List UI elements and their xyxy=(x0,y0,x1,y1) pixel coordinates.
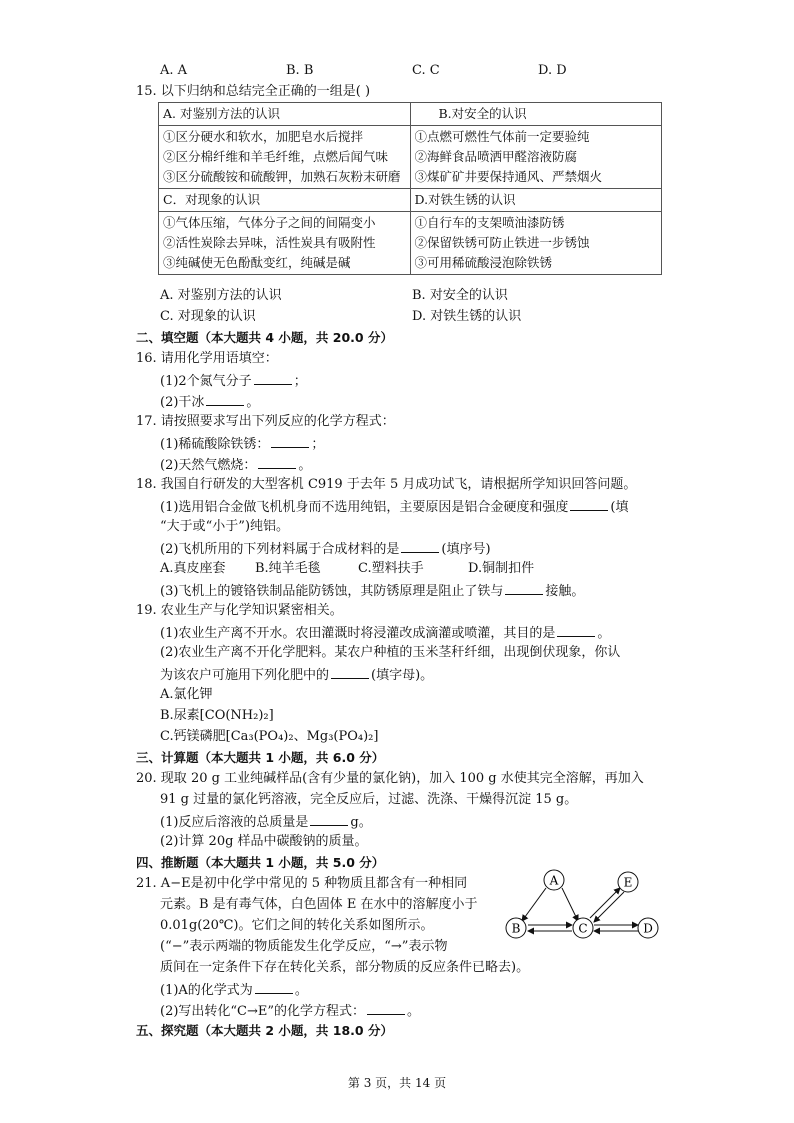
node-d xyxy=(638,918,658,938)
node-b xyxy=(506,918,526,938)
answer-blank[interactable] xyxy=(254,371,292,385)
q18-text: (填 xyxy=(610,500,629,515)
q18-text: (填序号) xyxy=(441,542,491,557)
q21-line-7: (2)写出转化“C→E”的化学方程式： 。 xyxy=(160,1001,420,1021)
q21-line-3: 0.01g(20℃)。它们之间的转化关系如图所示。 xyxy=(160,918,434,933)
q17-line-1: (1)稀硫酸除铁锈： ； xyxy=(160,434,324,454)
q21-relation-diagram xyxy=(498,866,664,948)
section-heading-calculation: 三、计算题（本大题共 1 小题，共 6.0 分） xyxy=(136,750,385,765)
node-c-label: C xyxy=(578,921,588,936)
q16-text: (2)干冰 xyxy=(160,395,205,410)
q21-text: (2)写出转化“C→E”的化学方程式： xyxy=(160,1004,366,1019)
q15-cell-b-head: B.对安全的认识 xyxy=(410,103,662,126)
q18-line-1 xyxy=(160,497,629,517)
q14-option-c: C. C xyxy=(412,63,440,78)
q15-c-item: ③纯碱使无色酚酞变红，纯碱是碱 xyxy=(163,255,351,270)
q19-line-1: (1)农业生产离不开水。农田灌溉时将浸灌改成滴灌或喷灌，其目的是 。 xyxy=(160,623,610,643)
edge-a-to-b xyxy=(522,888,546,921)
q15-d-item: ③可用稀硫酸浸泡除铁锈 xyxy=(414,255,553,270)
q14-option-a: A. A xyxy=(160,63,188,78)
q19-text: 为该农户可施用下列化肥中的 xyxy=(160,668,330,683)
q16-line-2: (2)干冰 。 xyxy=(160,392,259,412)
node-b-label: B xyxy=(511,921,521,936)
q17-line-2: (2)天然气燃烧： 。 xyxy=(160,455,311,475)
q18-option-a: A.真皮座套 xyxy=(160,561,226,576)
q15-cell-c-items xyxy=(159,212,411,275)
q18-text: (3)飞机上的镀铬铁制品能防锈蚀，其防锈原理是阻止了铁与 xyxy=(160,584,504,599)
q19-option-c: C.钙镁磷肥[Ca₃(PO₄)₂、Mg₃(PO₄)₂] xyxy=(160,729,379,744)
q15-d-item: ①自行车的支架喷油漆防锈 xyxy=(414,215,565,230)
q21-line-6: (1)A的化学式为 。 xyxy=(160,980,308,1000)
section-heading-inference: 四、推断题（本大题共 1 小题，共 5.0 分） xyxy=(136,855,385,870)
q18-line-1-cont: “大于或“小于”)纯铝。 xyxy=(160,519,290,534)
q15-b-item: ③煤矿矿井要保持通风、严禁烟火 xyxy=(414,169,603,184)
edge-a-to-c xyxy=(562,888,578,921)
q18-line-2 xyxy=(160,539,491,559)
q15-a-item: ③区分硫酸铵和硫酸钾，加熟石灰粉末研磨 xyxy=(163,169,401,184)
answer-blank[interactable] xyxy=(401,539,439,553)
q15-a-item: ①区分硬水和软水，加肥皂水后搅拌 xyxy=(163,129,364,144)
q15-option-d: D. 对铁生锈的认识 xyxy=(412,309,522,324)
q19-text: (1)农业生产离不开水。农田灌溉时将浸灌改成滴灌或喷灌，其目的是 xyxy=(160,626,556,641)
q15-table xyxy=(158,102,662,275)
q20-text: g。 xyxy=(350,815,372,830)
answer-blank[interactable] xyxy=(206,392,244,406)
q15-c-item: ②活性炭除去异味，活性炭具有吸附性 xyxy=(163,235,376,250)
q20-text: (1)反应后溶液的总质量是 xyxy=(160,815,309,830)
page-footer: 第 3 页，共 14 页 xyxy=(347,1076,447,1090)
q16-stem: 16. 请用化学用语填空： xyxy=(136,351,278,366)
node-a xyxy=(544,870,564,890)
q21-line-4: (“−”表示两端的物质能发生化学反应，“→”表示物 xyxy=(160,939,448,954)
q17-text: (2)天然气燃烧： xyxy=(160,458,257,473)
edge-e-to-c xyxy=(594,892,624,922)
node-d-label: D xyxy=(643,921,653,936)
q20-line-3 xyxy=(160,812,372,832)
q15-cell-a-head: A. 对鉴别方法的认识 xyxy=(159,103,411,126)
answer-blank[interactable] xyxy=(570,497,608,511)
q15-cell-b-items xyxy=(410,126,662,189)
node-e xyxy=(618,872,638,892)
node-a-label: A xyxy=(549,873,559,888)
q15-cell-d-items xyxy=(410,212,662,275)
q17-text: (1)稀硫酸除铁锈： xyxy=(160,437,270,452)
q15-stem: 15. 以下归纳和总结完全正确的一组是( ) xyxy=(136,84,371,99)
answer-blank[interactable] xyxy=(258,455,296,469)
q19-text: (填字母)。 xyxy=(371,668,434,683)
q21-line-5: 质间在一定条件下存在转化关系，部分物质的反应条件已略去)。 xyxy=(160,960,530,975)
q21-line-2: 元素。B 是有毒气体，白色固体 E 在水中的溶解度小于 xyxy=(160,897,478,912)
q14-option-d: D. D xyxy=(538,63,567,78)
q21-line-1: 21. A−E是初中化学中常见的 5 种物质且都含有一种相同 xyxy=(136,876,468,891)
q18-text: (1)选用铝合金做飞机机身而不选用纯铝，主要原因是铝合金硬度和强度 xyxy=(160,500,569,515)
q15-b-item: ①点燃可燃性气体前一定要验纯 xyxy=(414,129,590,144)
answer-blank[interactable] xyxy=(255,980,293,994)
node-c xyxy=(573,918,593,938)
q18-line-3 xyxy=(160,581,584,601)
answer-blank[interactable] xyxy=(271,434,309,448)
q15-cell-c-head: C．对现象的认识 xyxy=(159,189,411,212)
q18-option-b: B.纯羊毛毯 xyxy=(255,561,321,576)
q18-text: (2)飞机所用的下列材料属于合成材料的是 xyxy=(160,542,400,557)
q15-cell-a-items xyxy=(159,126,411,189)
q17-stem: 17. 请按照要求写出下列反应的化学方程式： xyxy=(136,414,395,429)
q20-line-4: (2)计算 20g 样品中碳酸钠的质量。 xyxy=(160,834,368,849)
q15-c-item: ①气体压缩，气体分子之间的间隔变小 xyxy=(163,215,376,230)
q19-option-a: A.氯化钾 xyxy=(160,687,213,702)
q15-b-item: ②海鲜食品喷洒甲醛溶液防腐 xyxy=(414,149,578,164)
answer-blank[interactable] xyxy=(331,665,369,679)
answer-blank[interactable] xyxy=(505,581,543,595)
section-heading-fill-in: 二、填空题（本大题共 4 小题，共 20.0 分） xyxy=(136,330,393,345)
section-heading-inquiry: 五、探究题（本大题共 2 小题，共 18.0 分） xyxy=(136,1023,393,1038)
q20-line-2: 91 g 过量的氯化钙溶液，完全反应后，过滤、洗涤、干燥得沉淀 15 g。 xyxy=(160,792,578,807)
q16-line-1: (1)2个氮气分子 ； xyxy=(160,371,307,391)
q20-line-1: 20. 现取 20 g 工业纯碱样品(含有少量的氯化钠)，加入 100 g 水使其完全溶解，再加入 xyxy=(136,771,644,786)
q18-text: 接触。 xyxy=(545,584,585,599)
edge-c-to-e xyxy=(590,888,620,918)
answer-blank[interactable] xyxy=(557,623,595,637)
q15-option-a: A. 对鉴别方法的认识 xyxy=(160,288,282,303)
q15-option-b: B. 对安全的认识 xyxy=(412,288,508,303)
q19-option-b: B.尿素[CO(NH₂)₂] xyxy=(160,708,274,723)
q18-option-c: C.塑料扶手 xyxy=(358,561,424,576)
q18-option-d: D.铜制扣件 xyxy=(468,561,535,576)
q15-d-item: ②保留铁锈可防止铁进一步锈蚀 xyxy=(414,235,590,250)
q19-line-2-cont xyxy=(160,665,433,685)
q19-line-2: (2)农业生产离不开化学肥料。某农户种植的玉米茎秆纤细，出现倒伏现象，你认 xyxy=(160,645,621,660)
node-e-label: E xyxy=(623,875,633,890)
q15-a-item: ②区分棉纤维和羊毛纤维，点燃后闻气味 xyxy=(163,149,389,164)
q15-cell-d-head: D.对铁生锈的认识 xyxy=(410,189,662,212)
q14-option-b: B. B xyxy=(286,63,314,78)
answer-blank[interactable] xyxy=(367,1001,405,1015)
q15-option-c: C. 对现象的认识 xyxy=(160,309,256,324)
q18-stem: 18. 我国自行研发的大型客机 C919 于去年 5 月成功试飞，请根据所学知识回答问题。 xyxy=(136,477,637,492)
answer-blank[interactable] xyxy=(310,812,348,826)
q19-stem: 19. 农业生产与化学知识紧密相关。 xyxy=(136,603,343,618)
q16-text: (1)2个氮气分子 xyxy=(160,374,252,389)
q21-text: (1)A的化学式为 xyxy=(160,983,253,998)
